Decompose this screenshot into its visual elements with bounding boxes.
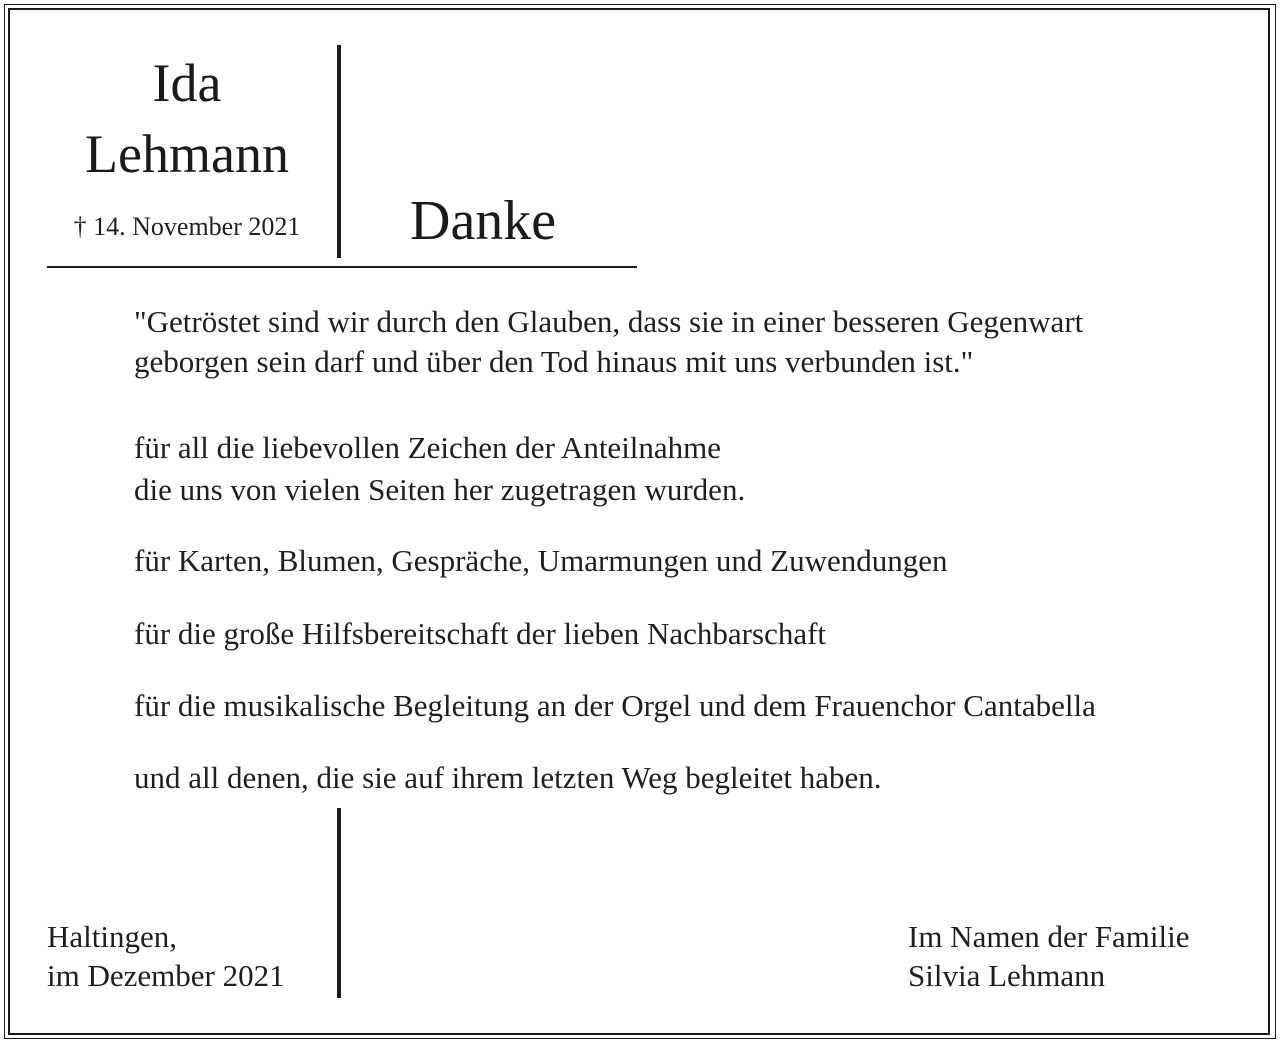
deceased-first-name: Ida: [152, 53, 222, 113]
thanks-line-6: und all denen, die sie auf ihrem letzten Weg begleitet haben.: [134, 760, 882, 795]
horizontal-divider: [47, 266, 637, 268]
thanks-line-3: für Karten, Blumen, Gespräche, Umarmungen und Zuwendungen: [134, 543, 948, 578]
deceased-last-name: Lehmann: [85, 124, 289, 184]
thanks-line-1: für all die liebevollen Zeichen der Anteilnahme: [134, 430, 722, 465]
place-name: Haltingen,: [47, 919, 177, 954]
thanks-line-2: die uns von vielen Seiten her zugetragen wurden.: [134, 472, 746, 507]
thanks-line-4: für die große Hilfsbereitschaft der lieben Nachbarschaft: [134, 616, 827, 651]
vertical-divider-top: [337, 45, 341, 258]
place-date: im Dezember 2021: [47, 958, 285, 993]
page-title: Danke: [410, 190, 557, 252]
death-date: † 14. November 2021: [73, 212, 301, 241]
quote-line-1: "Getröstet sind wir durch den Glauben, dass sie in einer besseren Gegenwart: [134, 304, 1084, 339]
thanks-line-5: für die musikalische Begleitung an der Orgel und dem Frauenchor Cantabella: [134, 688, 1096, 723]
signature-name: Silvia Lehmann: [908, 958, 1106, 993]
vertical-divider-bottom: [337, 808, 341, 998]
signature-intro: Im Namen der Familie: [908, 919, 1190, 954]
quote-line-2: geborgen sein darf und über den Tod hinaus mit uns verbunden ist.": [134, 344, 974, 379]
